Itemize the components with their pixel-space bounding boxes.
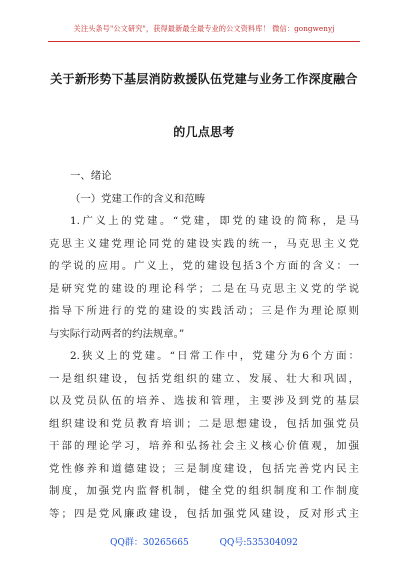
section-heading: 一、绪论 — [70, 170, 112, 182]
paragraph-line: 克思主义建党理论同党的建设实践的统一，马克思主义党 — [49, 237, 359, 250]
paragraph-line: 2.狭义上的党建。“日常工作中，党建分为6个方面： — [70, 350, 359, 362]
header-banner: 关注头条号"公文研究"，获得最新最全最专业的公文资料库！ 微信：gongwenyj — [73, 24, 335, 33]
footer-qq-group: QQ群：30265665 — [110, 538, 189, 548]
document-body — [49, 165, 359, 525]
paragraph-line: 的学说的应用。广义上，党的建设包括3个方面的含义：一 — [49, 260, 359, 272]
header-divider — [48, 41, 360, 42]
paragraph-line: 干部的理论学习，培养和弘扬社会主义核心价值观，加强 — [49, 440, 359, 452]
paragraph-line: 一是组织建设，包括党组织的建立、发展、壮大和巩固， — [49, 372, 359, 385]
paragraph-line: 是研究党的建设的理论科学；二是在马克思主义党的学说 — [49, 282, 359, 295]
paragraph-line: 以及党员队伍的培养、选拔和管理，主要涉及到党的基层 — [49, 395, 359, 407]
paragraph-line: 组织建设和党员教育培训；二是思想建设，包括加强党员 — [49, 417, 359, 430]
paragraph-line: 等；四是党风廉政建设，包括加强党风建设，反对形式主 — [49, 507, 359, 520]
document-title-line-2: 的几点思考 — [173, 125, 235, 139]
paragraph-line: 与实际行动两者的约法规章。” — [49, 327, 185, 340]
paragraph-line: 制度，加强党内监督机制，健全党的组织制度和工作制度 — [49, 485, 359, 497]
document-title-line-1: 关于新形势下基层消防救援队伍党建与业务工作深度融合 — [50, 72, 358, 86]
footer-contact — [0, 535, 408, 548]
paragraph-line: 1.广义上的党建。“党建，即党的建设的简称，是马 — [70, 215, 359, 227]
footer-qq-number: QQ号:535304092 — [219, 538, 298, 548]
subsection-heading: （一）党建工作的含义和范畴 — [70, 192, 206, 205]
paragraph-line: 指导下所进行的党的建设的实践活动；三是作为理论原则 — [49, 305, 359, 317]
paragraph-line: 党性修养和道德建设；三是制度建设，包括完善党内民主 — [49, 462, 359, 475]
